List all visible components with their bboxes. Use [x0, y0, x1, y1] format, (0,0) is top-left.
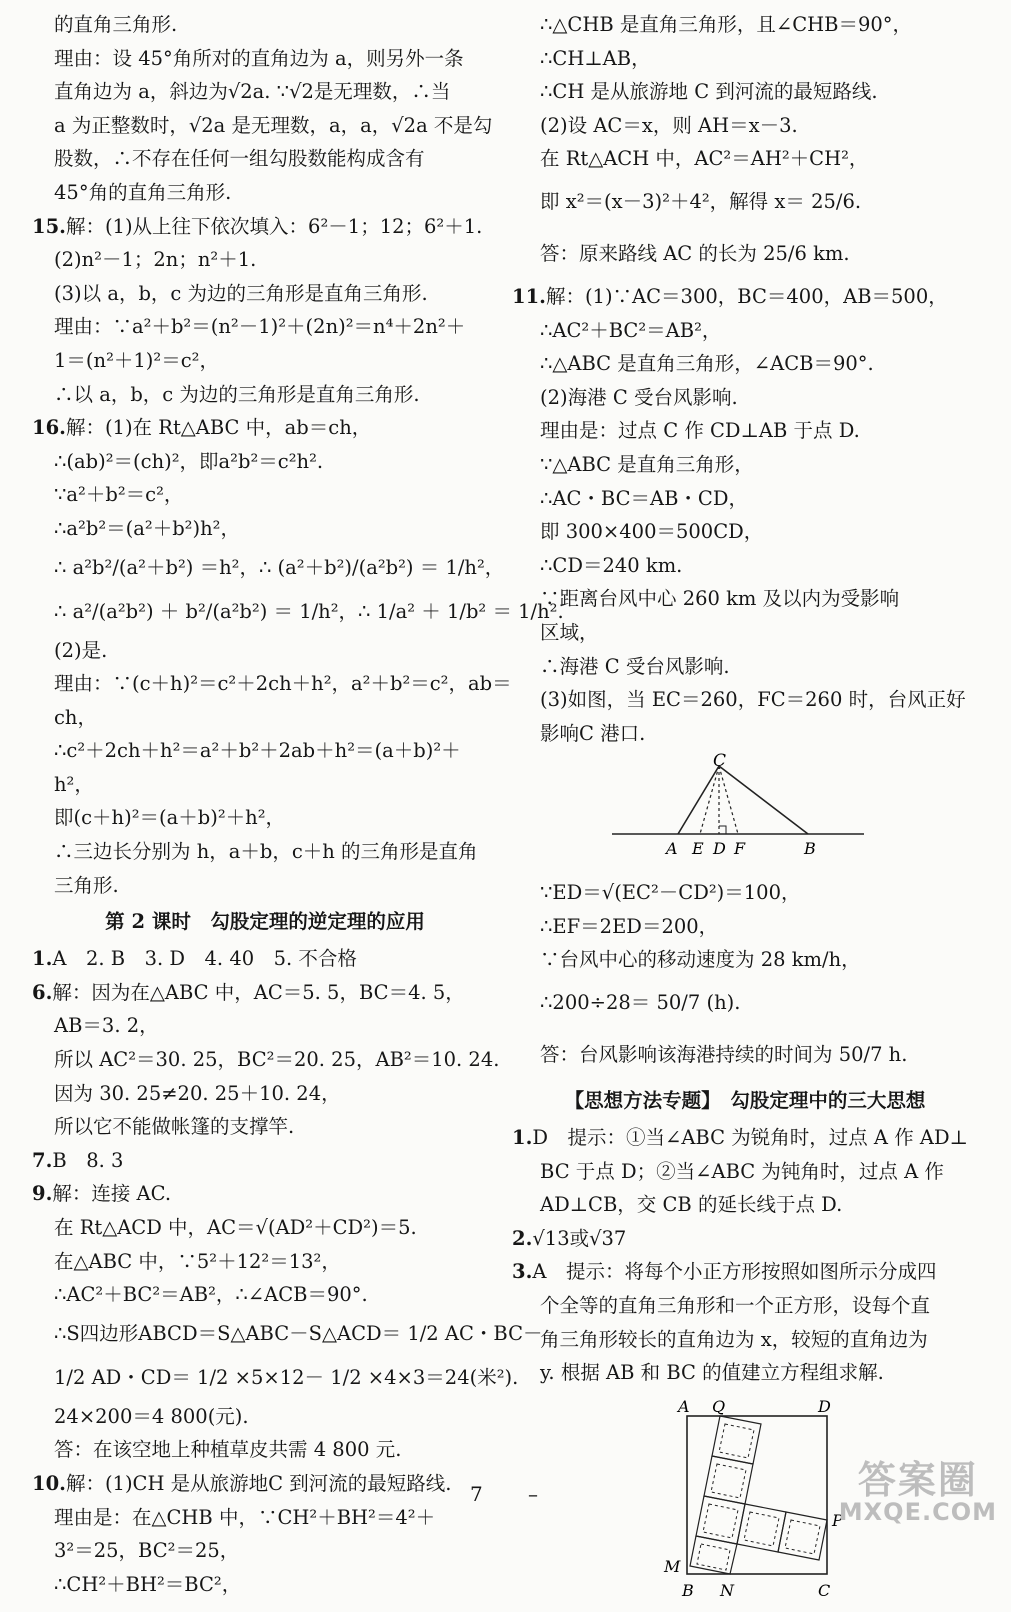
question-line	[32, 1177, 498, 1211]
line-text: 解：(1)从上往下依次填入：6²－1；12；6²＋1.	[65, 214, 483, 238]
line-text: 理由：设 45°角所对的直角边为 a，则另外一条	[54, 46, 464, 70]
line-text: ∴S四边形ABCD＝S△ABC－S△ACD＝ 1/2 AC・BC－	[54, 1321, 543, 1345]
text-line	[32, 590, 564, 634]
line-text: ∵ED＝√(EC²－CD²)＝100，	[540, 881, 801, 905]
text-line	[512, 8, 978, 42]
line-text: ∴△CHB 是直角三角形，且∠CHB＝90°，	[540, 13, 913, 36]
question-number: 16.	[32, 416, 66, 440]
line-text: (2)n²－1；2n；n²＋1.	[54, 248, 257, 272]
text-line	[32, 445, 498, 479]
line-text: B 8. 3	[52, 1148, 124, 1172]
fig1-label-b: B	[804, 839, 816, 859]
question-line	[32, 976, 498, 1010]
text-line	[512, 176, 978, 228]
line-text: a 为正整数时，√2a 是无理数，a，a，√2a 不是勾	[54, 113, 493, 137]
text-line	[512, 977, 978, 1029]
text-line	[32, 142, 498, 176]
text-line	[32, 1009, 498, 1043]
text-line	[512, 1356, 978, 1390]
typhoon-triangle-figure	[512, 751, 978, 866]
fig2-label-a: A	[678, 1396, 690, 1416]
text-line	[512, 549, 978, 583]
text-line	[512, 515, 978, 549]
text-line	[32, 378, 498, 412]
fig2-label-m: M	[664, 1556, 681, 1576]
line-text: 个全等的直角三角形和一个正方形，设每个直	[540, 1294, 931, 1318]
line-text: ∴三边长分别为 h，a＋b，c＋h 的三角形是直角	[54, 840, 478, 864]
line-text: 的直角三角形.	[54, 13, 178, 36]
line-text: 解：(1)CH 是从旅游地C 到河流的最短路线.	[65, 1471, 452, 1495]
text-line	[32, 1400, 498, 1434]
line-text: y. 根据 AB 和 BC 的值建立方程组求解.	[540, 1361, 884, 1385]
line-text: ∵台风中心的移动速度为 28 km/h，	[540, 948, 861, 972]
question-line	[32, 1467, 498, 1501]
text-line	[32, 1568, 498, 1602]
question-line	[512, 1255, 978, 1289]
line-text: (2)海港 C 受台风影响.	[540, 385, 738, 409]
text-line	[32, 634, 498, 668]
line-text: ∴c²＋2ch＋h²＝a²＋b²＋2ab＋h²＝(a＋b)²＋	[54, 739, 461, 763]
line-text: 解：(1)∵AC＝300，BC＝400，AB＝500，	[545, 284, 948, 308]
line-text: ∴△ABC 是直角三角形，∠ACB＝90°.	[540, 352, 874, 376]
line-text: 答：在该空地上种植草皮共需 4 800 元.	[54, 1438, 402, 1462]
line-text: ∵距离台风中心 260 km 及以内为受影响	[540, 587, 900, 611]
line-text: 解：连接 AC.	[52, 1182, 172, 1206]
text-line	[512, 683, 978, 717]
text-line	[512, 616, 978, 650]
line-text: ∴(ab)²＝(ch)²，即a²b²＝c²h².	[54, 449, 324, 473]
right-top-block	[512, 8, 978, 750]
page-number: 7	[470, 1482, 483, 1506]
text-line	[512, 228, 978, 280]
text-line	[32, 1077, 498, 1111]
line-text: 在 Rt△ACH 中，AC²＝AH²＋CH²，	[540, 147, 869, 171]
question-line	[32, 942, 498, 976]
section-heading: 第 2 课时 勾股定理的逆定理的应用	[105, 910, 425, 934]
line-text: A 提示：将每个小正方形按照如图所示分成四	[532, 1260, 937, 1284]
line-text: 三角形.	[54, 873, 119, 897]
line-text: 即(c＋h)²＝(a＋b)²＋h²，	[54, 806, 286, 830]
line-text: ∴CD＝240 km.	[540, 553, 683, 577]
text-line	[32, 277, 498, 311]
text-line	[512, 1155, 978, 1189]
text-line	[32, 1211, 498, 1245]
text-line	[512, 347, 978, 381]
text-line	[512, 381, 978, 415]
line-text: AB＝3. 2，	[54, 1014, 159, 1038]
text-line	[512, 1323, 978, 1357]
line-text: 答：台风影响该海港持续的时间为 50/7 h.	[540, 1043, 908, 1067]
line-text: ∴ a²b²/(a²＋b²) ＝h²，∴ (a²＋b²)/(a²b²) ＝ 1/h²，	[54, 555, 505, 579]
text-line	[32, 734, 498, 768]
line-text: 1＝(n²＋1)²＝c²，	[54, 348, 219, 372]
text-line	[512, 910, 978, 944]
line-text: 即 300×400＝500CD，	[540, 520, 764, 544]
text-line	[512, 448, 978, 482]
text-line	[512, 1188, 978, 1222]
text-line	[32, 176, 498, 210]
line-text: 1/2 AD・CD＝ 1/2 ×5×12－ 1/2 ×4×3＝24(米²).	[54, 1365, 519, 1389]
line-text: 在△ABC 中，∵5²＋12²＝13²，	[54, 1249, 341, 1273]
line-text: 解：因为在△ABC 中，AC＝5. 5，BC＝4. 5，	[52, 980, 465, 1004]
line-text: 24×200＝4 800(元).	[54, 1404, 249, 1428]
text-line	[512, 1289, 978, 1323]
fig1-label-d: D	[713, 839, 726, 859]
text-line	[512, 142, 978, 176]
text-line	[32, 1534, 498, 1568]
line-text: 即 x²＝(x－3)²＋4²，解得 x＝ 25/6.	[540, 189, 862, 213]
right-mid-block	[512, 876, 978, 1390]
line-text: 因为 30. 25≠20. 25＋10. 24，	[54, 1081, 341, 1105]
line-text: ∴AC²＋BC²＝AB²，	[540, 318, 722, 342]
text-line	[32, 310, 498, 344]
line-text: √13或√37	[532, 1226, 627, 1250]
text-line	[32, 768, 498, 802]
question-line	[512, 280, 978, 314]
line-text: 所以 AC²＝30. 25，BC²＝20. 25，AB²＝10. 24.	[54, 1048, 500, 1072]
fig1-label-e: E	[692, 839, 704, 859]
section-heading: 【思想方法专题】 勾股定理中的三大思想	[564, 1089, 926, 1113]
line-text: (2)设 AC＝x，则 AH＝x－3.	[540, 113, 798, 137]
question-line	[512, 1222, 978, 1256]
text-line	[32, 1433, 498, 1467]
fig2-label-p: P	[832, 1510, 843, 1530]
text-line	[32, 1356, 519, 1400]
question-number: 6.	[32, 980, 53, 1004]
line-text: ∴ a²/(a²b²) ＋ b²/(a²b²) ＝ 1/h²，∴ 1/a² ＋ 1/b² ＝ 1/h².	[54, 599, 564, 623]
question-number: 11.	[512, 284, 546, 308]
line-text: ∴以 a，b，c 为边的三角形是直角三角形.	[54, 382, 420, 406]
text-line	[512, 717, 978, 751]
text-line	[32, 701, 498, 735]
question-line	[32, 411, 498, 445]
line-text: ∴200÷28＝ 50/7 (h).	[540, 991, 741, 1015]
line-text: 所以它不能做帐篷的支撑竿.	[54, 1115, 295, 1139]
line-text: 解：(1)在 Rt△ABC 中，ab＝ch，	[65, 416, 372, 440]
question-number: 10.	[32, 1471, 66, 1495]
text-line	[32, 1043, 498, 1077]
line-text: A 2. B 3. D 4. 40 5. 不合格	[52, 947, 357, 971]
line-text: 理由是：过点 C 作 CD⊥AB 于点 D.	[540, 419, 860, 443]
text-line	[32, 344, 498, 378]
fig1-label-c: C	[713, 751, 727, 772]
line-text: ∴EF＝2ED＝200，	[540, 914, 719, 938]
line-text: ∵△ABC 是直角三角形，	[540, 452, 754, 476]
line-text: (3)以 a，b，c 为边的三角形是直角三角形.	[54, 281, 428, 305]
text-line	[32, 478, 498, 512]
text-line	[32, 1278, 498, 1312]
text-line	[512, 482, 978, 516]
line-text: 答：原来路线 AC 的长为 25/6 km.	[540, 241, 850, 265]
text-line	[32, 75, 498, 109]
fig1-label-a: A	[666, 839, 678, 859]
line-text: 3²＝25，BC²＝25，	[54, 1539, 240, 1563]
fig2-label-d: D	[818, 1396, 831, 1416]
line-text: ∴a²b²＝(a²＋b²)h²，	[54, 516, 240, 540]
line-text: ch，	[54, 705, 97, 729]
line-text: 在 Rt△ACD 中，AC＝√(AD²＋CD²)＝5.	[54, 1216, 417, 1239]
fig2-label-b: B	[682, 1580, 694, 1600]
line-text: 45°角的直角三角形.	[54, 180, 232, 204]
text-line	[32, 1110, 498, 1144]
line-text: 角三角形较长的直角边为 x，较短的直角边为	[540, 1327, 928, 1351]
line-text: ∴海港 C 受台风影响.	[540, 654, 730, 678]
text-line	[512, 314, 978, 348]
text-line	[32, 1312, 543, 1356]
text-line	[512, 42, 978, 76]
question-line	[32, 1144, 498, 1178]
line-text: 理由：∵a²＋b²＝(n²－1)²＋(2n)²＝n⁴＋2n²＋	[54, 315, 466, 339]
text-line	[512, 109, 978, 143]
fig1-label-f: F	[734, 839, 746, 859]
text-line	[32, 512, 498, 546]
watermark-logo	[839, 1449, 997, 1526]
left-column	[32, 8, 564, 1601]
line-text: ∴CH⊥AB，	[540, 46, 651, 70]
line-text: BC 于点 D；②当∠ABC 为钝角时，过点 A 作	[540, 1159, 944, 1183]
text-line	[512, 650, 978, 684]
text-line	[32, 243, 498, 277]
text-line	[32, 546, 505, 590]
line-text: AD⊥CB，交 CB 的延长线于点 D.	[540, 1193, 843, 1217]
question-line	[512, 1121, 978, 1155]
line-text: 股数，∴不存在任何一组勾股数能构成含有	[54, 147, 425, 171]
line-text: ∴CH²＋BH²＝BC²，	[54, 1572, 242, 1596]
question-number: 15.	[32, 214, 66, 238]
text-line	[512, 943, 978, 977]
text-line	[512, 1029, 978, 1081]
text-line	[32, 869, 498, 903]
question-number: 3.	[512, 1260, 533, 1284]
text-line	[32, 1245, 498, 1279]
text-line	[32, 1501, 498, 1535]
question-line	[32, 210, 498, 244]
fig2-label-c: C	[818, 1580, 831, 1600]
text-line	[32, 8, 498, 42]
text-line	[512, 75, 978, 109]
page-dash: –	[528, 1482, 538, 1506]
question-number: 1.	[32, 947, 53, 971]
line-text: (3)如图，当 EC＝260，FC＝260 时，台风正好	[540, 688, 966, 712]
line-text: ∴AC・BC＝AB・CD，	[540, 486, 748, 510]
line-text: 直角边为 a，斜边为√2a. ∵√2是无理数，∴当	[54, 80, 451, 104]
line-text: ∵a²＋b²＝c²，	[54, 483, 184, 507]
line-text: 理由：∵(c＋h)²＝c²＋2ch＋h²，a²＋b²＝c²，ab＝	[54, 672, 512, 696]
text-line	[512, 876, 978, 910]
fig2-label-q: Q	[712, 1396, 726, 1416]
question-number: 9.	[32, 1182, 53, 1206]
question-number: 2.	[512, 1226, 533, 1250]
text-line	[512, 414, 978, 448]
watermark-bottom: MXQE.COM	[838, 1498, 997, 1526]
line-text: ∴AC²＋BC²＝AB²，∴∠ACB＝90°.	[54, 1283, 368, 1307]
line-text: 影响C 港口.	[540, 721, 646, 745]
line-text: ∴CH 是从旅游地 C 到河流的最短路线.	[540, 80, 878, 104]
text-line	[512, 582, 978, 616]
text-line	[32, 667, 512, 701]
text-line	[32, 109, 498, 143]
fig2-label-n: N	[720, 1580, 734, 1600]
right-column	[512, 8, 978, 1612]
line-text: (2)是.	[54, 638, 108, 662]
line-text: 理由是：在△CHB 中，∵CH²＋BH²＝4²＋	[54, 1505, 436, 1529]
line-text: 区域，	[540, 620, 599, 644]
text-line	[32, 835, 498, 869]
watermark-top: 答案圈	[857, 1458, 978, 1502]
line-text: h²，	[54, 772, 94, 796]
question-number: 7.	[32, 1148, 53, 1172]
line-text: D 提示：①当∠ABC 为锐角时，过点 A 作 AD⊥	[532, 1126, 968, 1150]
question-number: 1.	[512, 1126, 533, 1150]
text-line	[32, 42, 498, 76]
text-line	[32, 801, 498, 835]
